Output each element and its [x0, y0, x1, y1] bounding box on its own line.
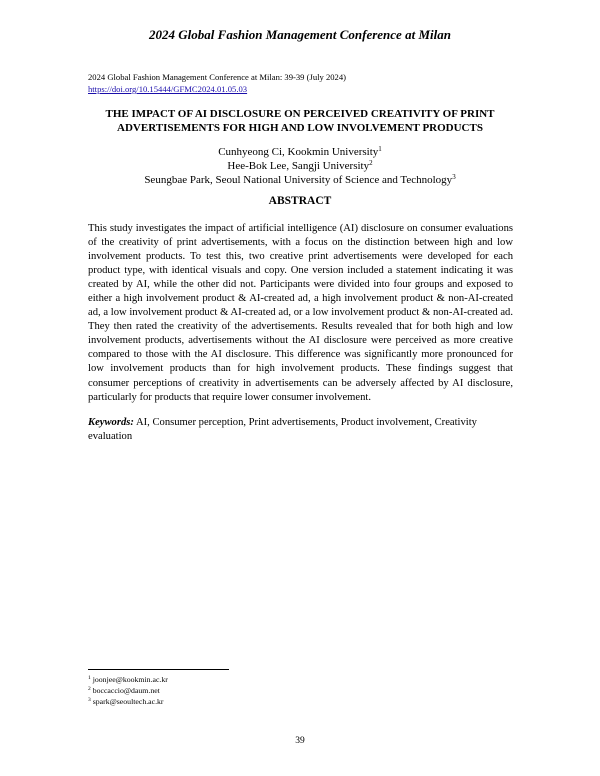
author-line-1 [60, 145, 540, 159]
author-name-3: Seungbae Park, Seoul National University of Science and Technology [144, 174, 453, 186]
author-list [60, 145, 540, 187]
footnotes [88, 674, 168, 707]
abstract-heading: ABSTRACT [268, 195, 332, 207]
footnote-3 [88, 696, 168, 707]
citation-line: 2024 Global Fashion Management Conference at Milan: 39-39 (July 2024) [88, 72, 346, 82]
author-name-1: Cunhyeong Ci, Kookmin University [218, 146, 379, 158]
keywords [88, 416, 513, 444]
footnote-2 [88, 685, 168, 696]
keywords-text: AI, Consumer perception, Print advertisements, Product involvement, Creativity evaluation [88, 417, 477, 442]
author-line-3 [60, 173, 540, 187]
footnote-mark-3: 3 [88, 697, 91, 703]
page-number: 39 [295, 736, 305, 746]
footnote-email-1: joonjee@kookmin.ac.kr [92, 675, 168, 684]
author-footnote-mark-3: 3 [452, 173, 456, 181]
author-line-2 [60, 159, 540, 173]
citation-block [88, 71, 346, 95]
abstract-body [88, 222, 513, 405]
author-footnote-mark-1: 1 [378, 145, 382, 153]
footnote-mark-2: 2 [88, 686, 91, 692]
footnote-divider [88, 669, 229, 670]
footnote-email-3: spark@seoultech.ac.kr [92, 697, 164, 706]
footnote-email-2: boccaccio@daum.net [92, 686, 160, 695]
paper-title: THE IMPACT OF AI DISCLOSURE ON PERCEIVED CREATIVITY OF PRINT ADVERTISEMENTS FOR HIGH AND LOW INVOLVEMENT PRODUCTS [105, 108, 495, 134]
footnote-1 [88, 674, 168, 685]
doi-link[interactable]: https://doi.org/10.15444/GFMC2024.01.05.03 [88, 84, 248, 94]
author-name-2: Hee-Bok Lee, Sangji University [227, 160, 370, 172]
conference-header: 2024 Global Fashion Management Conference at Milan [149, 27, 451, 42]
footnote-mark-1: 1 [88, 675, 91, 681]
author-footnote-mark-2: 2 [369, 159, 373, 167]
abstract-paragraph: This study investigates the impact of artificial intelligence (AI) disclosure on consumer evaluations of the creativity of print advertisements, with a focus on the distinction between high and low involvement products. To test this, two creative print advertisements were developed for each product type, with identical visuals and copy. One version included a statement indicating it was created by AI, while the other did not. Participants were divided into four groups and exposed to either a high involvement product & AI-created ad, a high involvement product & non-AI-created ad, a low involvement product & AI-created ad, or a low involvement product & non-AI-created ad. They then rated the creativity of the advertisements. Results revealed that for both high and low involvement products, advertisements without the AI disclosure were perceived as more creative compared to those with the AI disclosure. This difference was significantly more pronounced for low involvement products than for high involvement products. These findings suggest that consumer perceptions of creativity in advertisements can be adversely affected by AI disclosure, particularly for products that require lower consumer involvement. [88, 223, 513, 403]
keywords-label: Keywords: [88, 417, 134, 428]
